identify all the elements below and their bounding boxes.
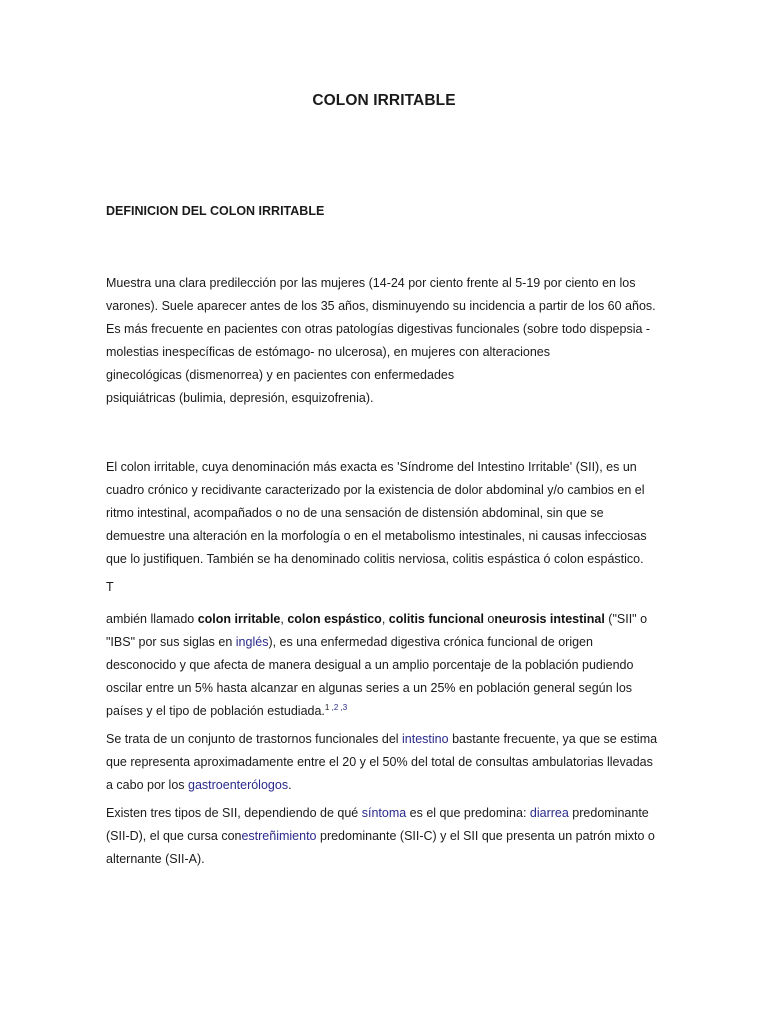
text-line: cuadro crónico y recidivante caracterizado por la existencia de dolor abdominal y/o cambios en el — [106, 483, 645, 497]
section-heading: DEFINICION DEL COLON IRRITABLE — [106, 204, 325, 218]
link-estrenimiento[interactable]: estreñimiento — [241, 829, 317, 843]
text-line: oscilar entre un 5% hasta alcanzar en algunas series a un 25% en población general según los — [106, 681, 633, 695]
text-line: psiquiátricas (bulimia, depresión, esquizofrenia). — [106, 391, 374, 405]
text-line: ritmo intestinal, acompañados o no de una sensación de distensión abdominal, sin que se — [106, 506, 604, 520]
text-run: es el que predomina: — [406, 806, 530, 820]
reference-1[interactable]: 1 — [324, 703, 330, 712]
text-line: Muestra una clara predilección por las mujeres (14-24 por ciento frente al 5-19 por ciento en los — [106, 276, 636, 290]
text-line: demuestre una alteración en la morfología o en el metabolismo intestinales, ni causas infecciosas — [106, 529, 647, 543]
text-line: ginecológicas (dismenorrea) y en pacientes con enfermedades — [106, 368, 455, 382]
detached-initial-letter: T — [106, 580, 114, 594]
bold-term: colon espástico — [287, 612, 382, 626]
text-run: o — [483, 612, 495, 626]
text-run: ("SII" o — [604, 612, 648, 626]
text-run: Se trata de un conjunto de trastornos funcionales del — [106, 732, 403, 746]
text-line: que lo justifiquen. También se ha denominado colitis nerviosa, colitis espástica ó colon espástico. — [106, 552, 644, 566]
text-run: ), es una enfermedad digestiva crónica funcional de origen — [268, 635, 593, 649]
link-gastroenterologos[interactable]: gastroenterólogos — [188, 778, 289, 792]
text-line: que representa aproximadamente entre el 20 y el 50% del total de consultas ambulatorias llevadas — [106, 755, 653, 769]
text-run: bastante frecuente, ya que se estima — [448, 732, 658, 746]
text-run: a cabo por los — [106, 778, 188, 792]
text-run: ambién llamado — [106, 612, 198, 626]
text-run: predominante (SII-C) y el SII que presenta un patrón mixto o — [316, 829, 655, 843]
text-line — [106, 700, 666, 723]
link-intestino[interactable]: intestino — [402, 732, 449, 746]
text-line — [106, 728, 666, 751]
text-run: , — [381, 612, 389, 626]
text-run: (SII-D), el que cursa con — [106, 829, 242, 843]
paragraph-definition — [106, 456, 666, 571]
bold-term: colitis funcional — [388, 612, 484, 626]
text-run: países y el tipo de población estudiada. — [106, 704, 325, 718]
link-diarrea[interactable]: diarrea — [529, 806, 569, 820]
page-title: COLON IRRITABLE — [312, 92, 456, 109]
text-line — [106, 608, 666, 631]
text-line: Es más frecuente en pacientes con otras patologías digestivas funcionales (sobre todo dispepsia - — [106, 322, 651, 336]
text-line — [106, 825, 666, 848]
text-run: , — [280, 612, 288, 626]
link-sintoma[interactable]: síntoma — [361, 806, 407, 820]
reference-2[interactable]: 2 — [333, 703, 339, 712]
text-run: Existen tres tipos de SII, dependiendo de qué — [106, 806, 362, 820]
paragraph-prevalence — [106, 728, 666, 797]
text-line — [106, 774, 666, 797]
reference-separator: , — [338, 703, 343, 712]
bold-term: neurosis intestinal — [494, 612, 605, 626]
text-line: varones). Suele aparecer antes de los 35 años, disminuyendo su incidencia a partir de los 60 años. — [106, 299, 656, 313]
text-line: alternante (SII-A). — [106, 852, 205, 866]
paragraph-types — [106, 802, 666, 871]
bold-term: colon irritable — [197, 612, 281, 626]
text-line: molestias inespecíficas de estómago- no ulcerosa), en mujeres con alteraciones — [106, 345, 550, 359]
text-line — [106, 631, 666, 654]
paragraph-also-called — [106, 608, 666, 723]
text-run: "IBS" por sus siglas en — [106, 635, 236, 649]
text-line: El colon irritable, cuya denominación más exacta es 'Síndrome del Intestino Irritable' (SII), es un — [106, 460, 637, 474]
text-run: . — [288, 778, 292, 792]
reference-3[interactable]: 3 — [342, 703, 348, 712]
link-ingles[interactable]: inglés — [235, 635, 269, 649]
text-line — [106, 802, 666, 825]
reference-separator: , — [329, 703, 334, 712]
paragraph-demographics — [106, 272, 666, 410]
text-line: desconocido y que afecta de manera desigual a un amplio porcentaje de la población pudiendo — [106, 658, 634, 672]
text-run: predominante — [568, 806, 649, 820]
